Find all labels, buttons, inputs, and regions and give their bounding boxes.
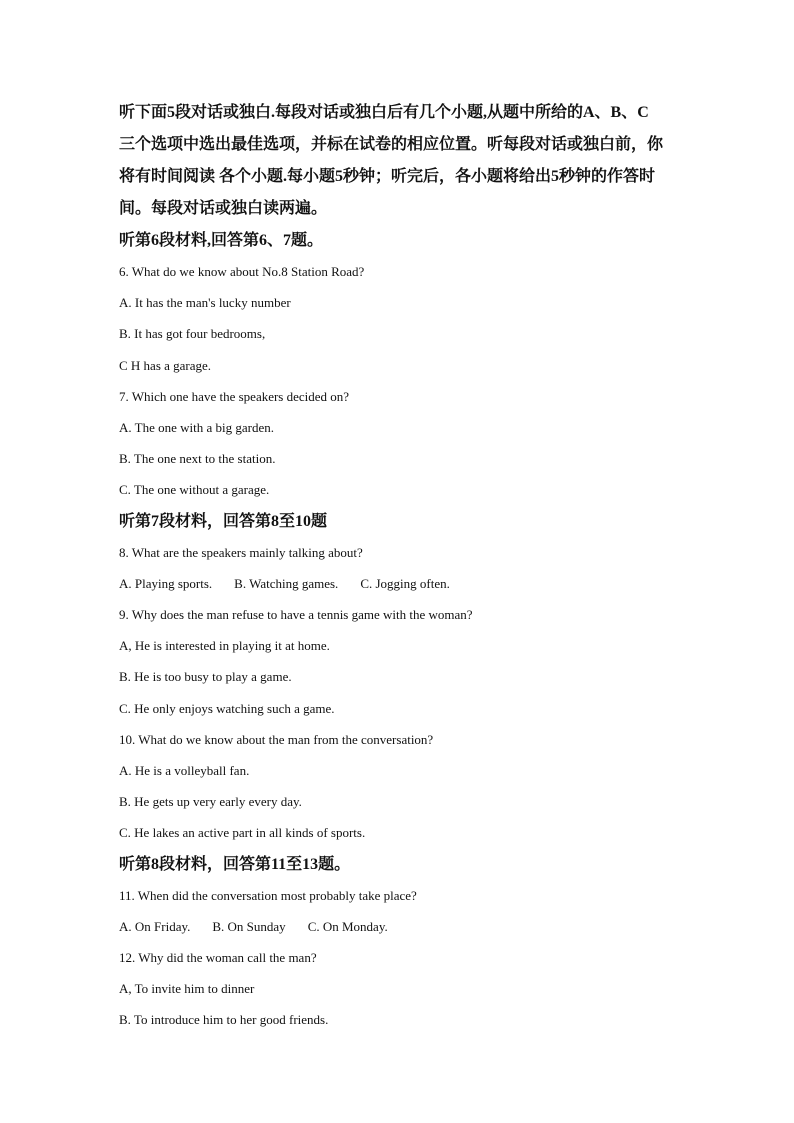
instruction-line: 听下面5段对话或独白.每段对话或独白后有几个小题,从题中所给的A、B、C	[119, 104, 649, 121]
answer-option: C. He lakes an active part in all kinds of sports.	[119, 825, 366, 841]
listening-instructions	[119, 97, 679, 225]
instruction-line: 三个选项中选出最佳选项，并标在试卷的相应位置。听每段对话或独白前，你	[119, 136, 664, 153]
answer-option: A. On Friday.	[119, 918, 191, 934]
answer-option: A. It has the man's lucky number	[119, 295, 291, 311]
answer-option: A, To invite him to dinner	[119, 981, 255, 997]
question-text: 11. When did the conversation most probably take place?	[119, 887, 417, 903]
answer-option: C H has a garage.	[119, 357, 212, 373]
answer-option: B. Watching games.	[234, 575, 339, 591]
answer-option: B. To introduce him to her good friends.	[119, 1012, 329, 1028]
answer-option: B. He is too busy to play a game.	[119, 669, 292, 685]
answer-option: A. The one with a big garden.	[119, 420, 274, 436]
answer-option: A. Playing sports.	[119, 575, 213, 591]
section-heading: 听第7段材料，回答第8至10题	[119, 512, 328, 530]
question-text: 6. What do we know about No.8 Station Road?	[119, 264, 365, 279]
section-heading: 听第6段材料,回答第6、7题。	[119, 232, 324, 249]
answer-option: A, He is interested in playing it at home.	[119, 638, 330, 654]
answer-option: C. Jogging often.	[360, 575, 450, 591]
answer-option: A. He is a volleyball fan.	[119, 763, 250, 779]
answer-option: B. The one next to the station.	[119, 451, 276, 467]
question-text: 8. What are the speakers mainly talking about?	[119, 544, 363, 560]
document-content	[119, 97, 679, 1036]
instruction-line: 间。每段对话或独白读两遍。	[119, 200, 328, 217]
answer-option: C. On Monday.	[307, 918, 388, 934]
answer-option: C. He only enjoys watching such a game.	[119, 700, 335, 716]
answer-options-row	[119, 911, 679, 942]
question-text: 10. What do we know about the man from the conversation?	[119, 731, 434, 747]
answer-option: B. He gets up very early every day.	[119, 794, 302, 810]
answer-option: B. It has got four bedrooms,	[119, 326, 266, 342]
section-heading: 听第8段材料，回答第11至13题。	[119, 855, 351, 873]
answer-options-row	[119, 568, 679, 599]
answer-option: C. The one without a garage.	[119, 482, 270, 498]
question-text: 7. Which one have the speakers decided on?	[119, 388, 350, 404]
question-text: 12. Why did the woman call the man?	[119, 950, 317, 966]
answer-option: B. On Sunday	[212, 918, 286, 934]
instruction-line: 将有时间阅读 各个小题.每小题5秒钟；听完后，各小题将给出5秒钟的作答时	[119, 168, 656, 185]
question-text: 9. Why does the man refuse to have a tennis game with the woman?	[119, 607, 473, 623]
